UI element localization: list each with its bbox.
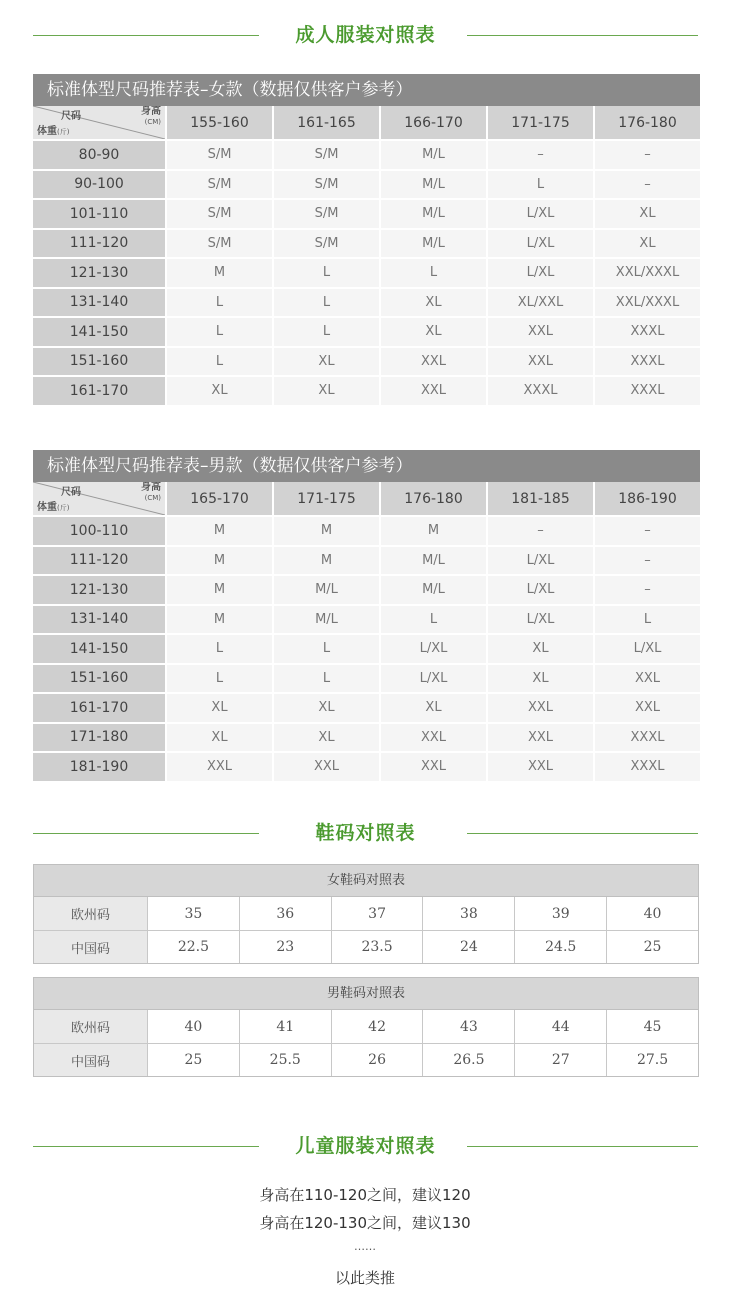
- size-cell: XXL: [488, 318, 593, 346]
- cn-size-row: [34, 1043, 698, 1076]
- size-cell: S/M: [274, 200, 379, 228]
- height-header: 161-165: [274, 106, 379, 139]
- weight-range: 131-140: [33, 606, 165, 634]
- eu-size-cell: 38: [423, 897, 515, 930]
- size-cell: S/M: [167, 171, 272, 199]
- height-label: 身高 (CM): [141, 482, 161, 502]
- size-cell: –: [488, 517, 593, 545]
- size-cell: L: [381, 606, 486, 634]
- size-cell: L: [381, 259, 486, 287]
- size-cell: XL: [381, 694, 486, 722]
- size-cell: XL: [488, 665, 593, 693]
- size-cell: L: [274, 289, 379, 317]
- cn-size-cell: 24.5: [515, 931, 607, 963]
- eu-size-cell: 45: [607, 1010, 698, 1043]
- size-cell: XXXL: [595, 724, 700, 752]
- table-caption: 女鞋码对照表: [34, 865, 698, 897]
- size-cell: XXL: [595, 694, 700, 722]
- women-shoe-table: [33, 864, 699, 964]
- cn-size-cell: 22.5: [148, 931, 240, 963]
- size-cell: M: [381, 517, 486, 545]
- size-cell: L: [167, 348, 272, 376]
- height-header: 155-160: [167, 106, 272, 139]
- size-cell: XXL/XXXL: [595, 289, 700, 317]
- women-size-table: [33, 74, 700, 405]
- height-header: 176-180: [595, 106, 700, 139]
- size-cell: XL: [167, 377, 272, 405]
- row-label: 欧州码: [34, 897, 148, 930]
- size-cell: S/M: [167, 230, 272, 258]
- weight-label: 体重(斤): [37, 502, 70, 513]
- weight-range: 111-120: [33, 230, 165, 258]
- size-cell: S/M: [274, 230, 379, 258]
- size-cell: –: [595, 547, 700, 575]
- kids-section-header: [33, 1129, 698, 1165]
- weight-range: 161-170: [33, 694, 165, 722]
- size-cell: M: [167, 517, 272, 545]
- size-cell: L/XL: [488, 547, 593, 575]
- size-cell: M/L: [381, 200, 486, 228]
- size-cell: L/XL: [488, 606, 593, 634]
- size-cell: XL: [274, 348, 379, 376]
- size-cell: L/XL: [488, 576, 593, 604]
- size-cell: XL: [381, 289, 486, 317]
- size-grid: [33, 106, 700, 405]
- size-cell: M: [167, 576, 272, 604]
- cn-size-cell: 27: [515, 1044, 607, 1076]
- size-cell: XXXL: [488, 377, 593, 405]
- size-cell: XL: [595, 230, 700, 258]
- size-cell: M: [274, 517, 379, 545]
- height-header: 165-170: [167, 482, 272, 515]
- size-cell: M/L: [381, 230, 486, 258]
- corner-header: [33, 106, 165, 139]
- weight-range: 101-110: [33, 200, 165, 228]
- size-cell: L: [488, 171, 593, 199]
- cn-size-row: [34, 930, 698, 963]
- weight-range: 171-180: [33, 724, 165, 752]
- table-caption: 男鞋码对照表: [34, 978, 698, 1010]
- height-unit: (CM): [144, 494, 161, 502]
- eu-size-cell: 39: [515, 897, 607, 930]
- size-cell: XXL: [488, 694, 593, 722]
- size-cell: –: [595, 171, 700, 199]
- size-cell: XXL: [381, 377, 486, 405]
- weight-range: 151-160: [33, 665, 165, 693]
- size-cell: M/L: [381, 171, 486, 199]
- height-header: 176-180: [381, 482, 486, 515]
- size-cell: XL: [167, 694, 272, 722]
- weight-unit: (斤): [57, 128, 70, 136]
- eu-size-cell: 37: [332, 897, 424, 930]
- size-cell: XXXL: [595, 377, 700, 405]
- size-cell: L: [167, 635, 272, 663]
- adult-section-header: [33, 18, 698, 54]
- size-cell: –: [595, 517, 700, 545]
- eu-size-cell: 43: [423, 1010, 515, 1043]
- men-shoe-table: [33, 977, 699, 1077]
- size-cell: L/XL: [488, 259, 593, 287]
- eu-size-cell: 36: [240, 897, 332, 930]
- weight-range: 90-100: [33, 171, 165, 199]
- size-cell: M: [167, 259, 272, 287]
- eu-size-cell: 40: [148, 1010, 240, 1043]
- size-label: 尺码: [61, 111, 81, 122]
- size-cell: M/L: [381, 141, 486, 169]
- size-grid: [33, 482, 700, 781]
- eu-size-row: [34, 897, 698, 930]
- table-caption: 标准体型尺码推荐表–男款（数据仅供客户参考）: [33, 450, 700, 482]
- size-cell: S/M: [274, 141, 379, 169]
- size-cell: L: [274, 665, 379, 693]
- size-cell: XL: [167, 724, 272, 752]
- size-cell: S/M: [167, 141, 272, 169]
- height-unit: (CM): [144, 118, 161, 126]
- size-cell: –: [488, 141, 593, 169]
- table-caption: 标准体型尺码推荐表–女款（数据仅供客户参考）: [33, 74, 700, 106]
- size-cell: L/XL: [488, 200, 593, 228]
- size-cell: XXL: [274, 753, 379, 781]
- size-cell: –: [595, 141, 700, 169]
- size-cell: L: [274, 259, 379, 287]
- height-header: 171-175: [488, 106, 593, 139]
- size-cell: L/XL: [488, 230, 593, 258]
- weight-range: 100-110: [33, 517, 165, 545]
- size-cell: XXL: [381, 724, 486, 752]
- eu-size-cell: 40: [607, 897, 698, 930]
- divider-line: [467, 35, 698, 36]
- size-cell: XXL: [381, 753, 486, 781]
- eu-size-row: [34, 1010, 698, 1043]
- weight-label: 体重(斤): [37, 126, 70, 137]
- size-cell: M/L: [274, 606, 379, 634]
- weight-range: 181-190: [33, 753, 165, 781]
- size-cell: L: [274, 635, 379, 663]
- size-cell: XXL: [488, 348, 593, 376]
- weight-range: 161-170: [33, 377, 165, 405]
- height-header: 171-175: [274, 482, 379, 515]
- cn-size-cell: 25: [148, 1044, 240, 1076]
- weight-unit: (斤): [57, 504, 70, 512]
- size-cell: M: [167, 606, 272, 634]
- weight-range: 121-130: [33, 576, 165, 604]
- height-header: 186-190: [595, 482, 700, 515]
- cn-size-cell: 27.5: [607, 1044, 698, 1076]
- size-label: 尺码: [61, 487, 81, 498]
- size-cell: XXXL: [595, 753, 700, 781]
- weight-range: 131-140: [33, 289, 165, 317]
- cn-size-cell: 24: [423, 931, 515, 963]
- cn-size-cell: 25: [607, 931, 698, 963]
- size-cell: M/L: [381, 576, 486, 604]
- size-cell: L/XL: [595, 635, 700, 663]
- weight-range: 111-120: [33, 547, 165, 575]
- size-cell: L: [167, 665, 272, 693]
- size-cell: –: [595, 576, 700, 604]
- row-label: 中国码: [34, 931, 148, 963]
- size-cell: M: [167, 547, 272, 575]
- size-cell: S/M: [167, 200, 272, 228]
- size-cell: XL: [381, 318, 486, 346]
- cn-size-cell: 23.5: [332, 931, 424, 963]
- cn-size-cell: 23: [240, 931, 332, 963]
- eu-size-cell: 41: [240, 1010, 332, 1043]
- eu-size-cell: 35: [148, 897, 240, 930]
- size-cell: L/XL: [381, 665, 486, 693]
- weight-range: 141-150: [33, 318, 165, 346]
- section-title: 鞋码对照表: [315, 822, 416, 844]
- weight-range: 141-150: [33, 635, 165, 663]
- size-cell: XL: [274, 377, 379, 405]
- size-cell: XXL: [167, 753, 272, 781]
- cn-size-cell: 26.5: [423, 1044, 515, 1076]
- divider-line: [467, 1146, 698, 1147]
- kids-line-last: 以此类推: [334, 1269, 395, 1287]
- size-cell: XXL: [381, 348, 486, 376]
- weight-range: 151-160: [33, 348, 165, 376]
- size-cell: M/L: [381, 547, 486, 575]
- size-cell: XXXL: [595, 348, 700, 376]
- corner-header: [33, 482, 165, 515]
- men-size-table: [33, 450, 700, 781]
- size-cell: L: [595, 606, 700, 634]
- size-cell: M/L: [274, 576, 379, 604]
- cn-size-cell: 26: [332, 1044, 424, 1076]
- shoe-section-header: [33, 816, 698, 852]
- height-label: 身高 (CM): [141, 106, 161, 126]
- size-cell: L/XL: [381, 635, 486, 663]
- size-cell: XXL/XXXL: [595, 259, 700, 287]
- kids-line-2: 身高在120-130之间，建议130: [259, 1214, 471, 1232]
- size-cell: XL: [488, 635, 593, 663]
- size-cell: XL: [274, 694, 379, 722]
- kids-ellipsis: ……: [354, 1240, 376, 1253]
- size-cell: XL/XXL: [488, 289, 593, 317]
- size-cell: L: [167, 318, 272, 346]
- row-label: 欧州码: [34, 1010, 148, 1043]
- row-label: 中国码: [34, 1044, 148, 1076]
- size-cell: XXL: [595, 665, 700, 693]
- divider-line: [467, 833, 698, 834]
- height-header: 166-170: [381, 106, 486, 139]
- size-cell: XXXL: [595, 318, 700, 346]
- section-title: 成人服装对照表: [295, 24, 436, 46]
- eu-size-cell: 42: [332, 1010, 424, 1043]
- size-cell: S/M: [274, 171, 379, 199]
- size-cell: M: [274, 547, 379, 575]
- size-cell: L: [274, 318, 379, 346]
- kids-line-1: 身高在110-120之间，建议120: [259, 1186, 471, 1204]
- size-cell: L: [167, 289, 272, 317]
- weight-range: 121-130: [33, 259, 165, 287]
- cn-size-cell: 25.5: [240, 1044, 332, 1076]
- size-cell: XXL: [488, 724, 593, 752]
- size-cell: XXL: [488, 753, 593, 781]
- weight-range: 80-90: [33, 141, 165, 169]
- height-header: 181-185: [488, 482, 593, 515]
- size-cell: XL: [595, 200, 700, 228]
- eu-size-cell: 44: [515, 1010, 607, 1043]
- size-cell: XL: [274, 724, 379, 752]
- section-title: 儿童服装对照表: [295, 1135, 436, 1157]
